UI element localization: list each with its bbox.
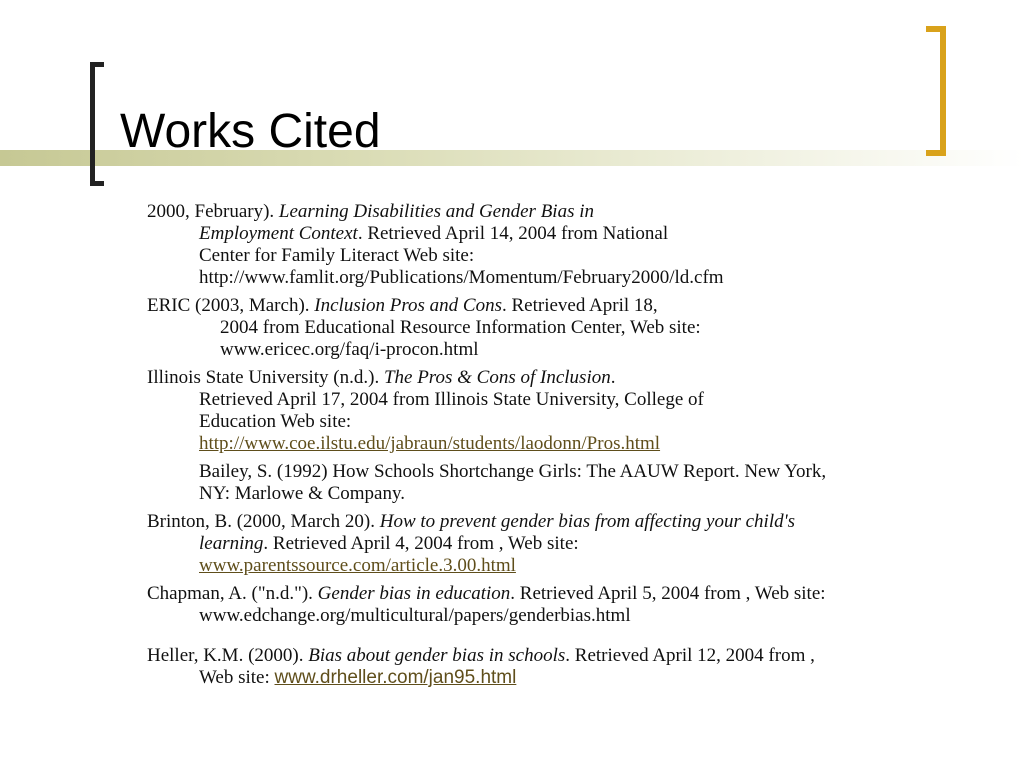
reference-url: www.ericec.org/faq/i-procon.html: [220, 339, 479, 360]
reference-illinois-state: Illinois State University (n.d.). The Pros & Cons of Inclusion. Retrieved April 17, 2004 from Illinois State University, College of Education Web site: http://www.coe.ilstu.edu/jabraun/students/laodonn/Pros.html: [147, 367, 704, 454]
reference-brinton: Brinton, B. (2000, March 20). How to prevent gender bias from affecting your child's learning. Retrieved April 4, 2004 from , Web site: www.parentssource.com/article.3.00.html: [147, 511, 796, 576]
slide-title: Works Cited: [120, 105, 381, 158]
reference-chapman: Chapman, A. ("n.d."). Gender bias in education. Retrieved April 5, 2004 from , Web site: www.edchange.org/multicultural/papers/genderbias.html: [147, 583, 1007, 627]
left-bracket-decoration: [90, 62, 104, 186]
references-list: [147, 201, 1007, 689]
reference-bailey: Bailey, S. (1992) How Schools Shortchange Girls: The AAUW Report. New York, NY: Marlowe & Company.: [199, 461, 827, 504]
reference-url: www.edchange.org/multicultural/papers/genderbias.html: [199, 605, 631, 626]
reference-eric: ERIC (2003, March). Inclusion Pros and Cons. Retrieved April 18, 2004 from Educational Resource Information Center, Web site: www.ericec.org/faq/i-procon.html: [147, 295, 1007, 361]
reference-famlit: 2000, February). Learning Disabilities and Gender Bias in Employment Context. Retrieved April 14, 2004 from National Center for Family Literact Web site: http://www.famlit.org/Publications/Momentum/February2000/ld.cfm: [147, 201, 1007, 289]
right-bracket-decoration: [926, 26, 946, 156]
reference-heller: Heller, K.M. (2000). Bias about gender bias in schools. Retrieved April 12, 2004 from , Web site: www.drheller.com/jan95.html: [147, 645, 815, 688]
illinois-link[interactable]: http://www.coe.ilstu.edu/jabraun/students/laodonn/Pros.html: [199, 433, 661, 454]
reference-url: http://www.famlit.org/Publications/Momentum/February2000/ld.cfm: [199, 267, 724, 288]
parentssource-link[interactable]: www.parentssource.com/article.3.00.html: [199, 555, 516, 576]
drheller-link[interactable]: www.drheller.com/jan95.html: [274, 667, 517, 688]
